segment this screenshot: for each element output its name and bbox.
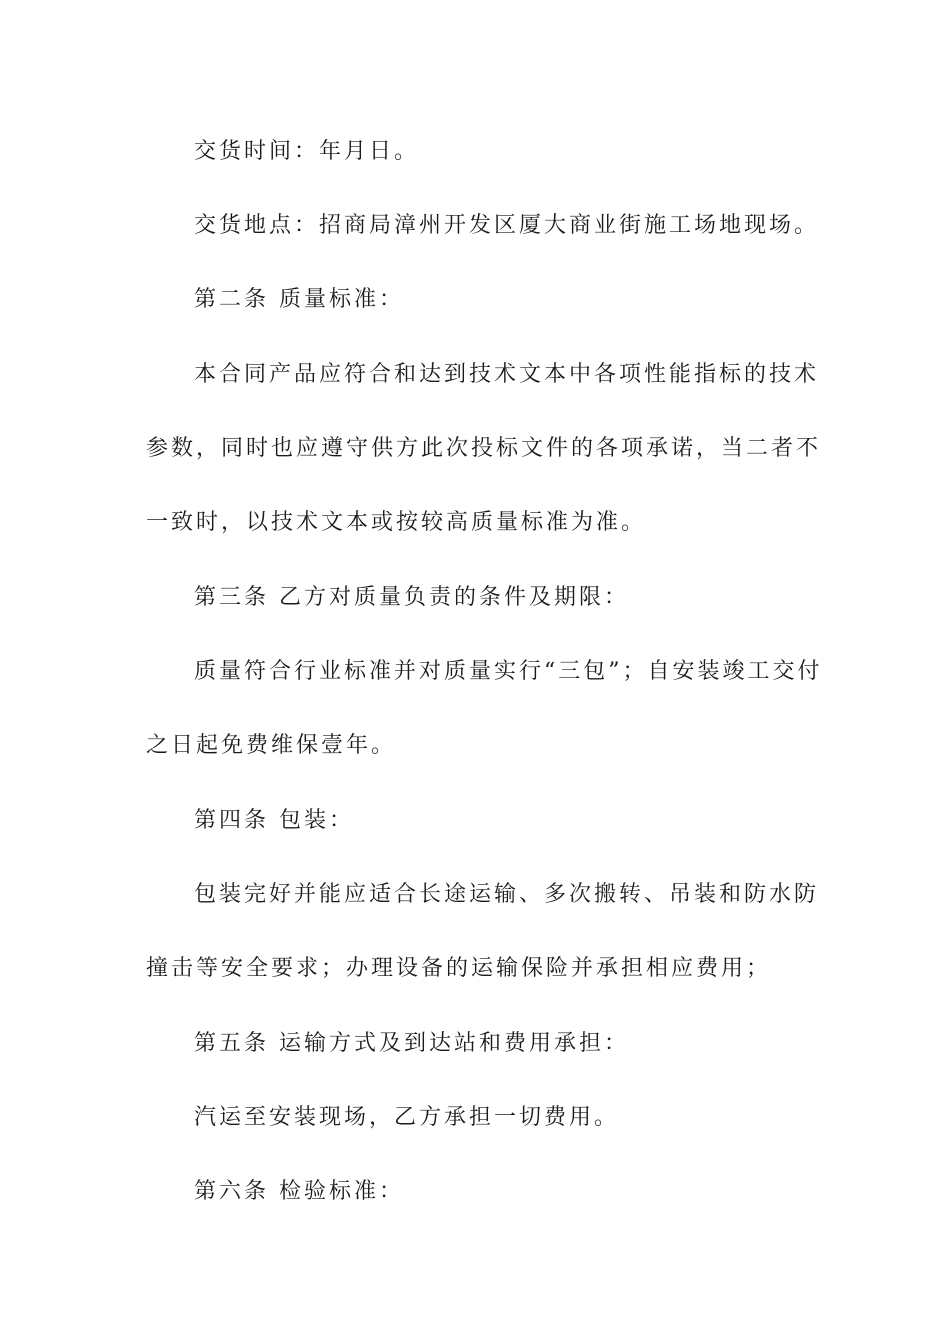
article-2-body-line-2: 参数，同时也应遵守供方此次投标文件的各项承诺，当二者不 [146, 436, 822, 461]
article-5-body-line-1: 汽运至安装现场，乙方承担一切费用。 [194, 1105, 620, 1130]
delivery-time-line: 交货时间：年月日。 [194, 139, 420, 164]
article-4-body-line-2: 撞击等安全要求；办理设备的运输保险并承担相应费用； [146, 956, 772, 981]
article-3-body-line-2: 之日起免费维保壹年。 [146, 733, 397, 758]
article-4-body-line-1: 包装完好并能应适合长途运输、多次搬转、吊装和防水防 [194, 882, 820, 907]
article-2-body-line-1: 本合同产品应符合和达到技术文本中各项性能指标的技术 [194, 362, 820, 387]
article-4-heading: 第四条 包装： [194, 808, 354, 833]
article-3-heading: 第三条 乙方对质量负责的条件及期限： [194, 585, 629, 610]
article-3-body-line-1: 质量符合行业标准并对质量实行“三包”；自安装竣工交付 [194, 659, 823, 684]
article-5-heading: 第五条 运输方式及到达站和费用承担： [194, 1031, 629, 1056]
article-6-heading: 第六条 检验标准： [194, 1179, 404, 1204]
article-2-heading: 第二条 质量标准： [194, 287, 404, 312]
delivery-location-line: 交货地点：招商局漳州开发区厦大商业街施工场地现场。 [194, 213, 820, 238]
article-2-body-line-3: 一致时，以技术文本或按较高质量标准为准。 [146, 510, 647, 535]
